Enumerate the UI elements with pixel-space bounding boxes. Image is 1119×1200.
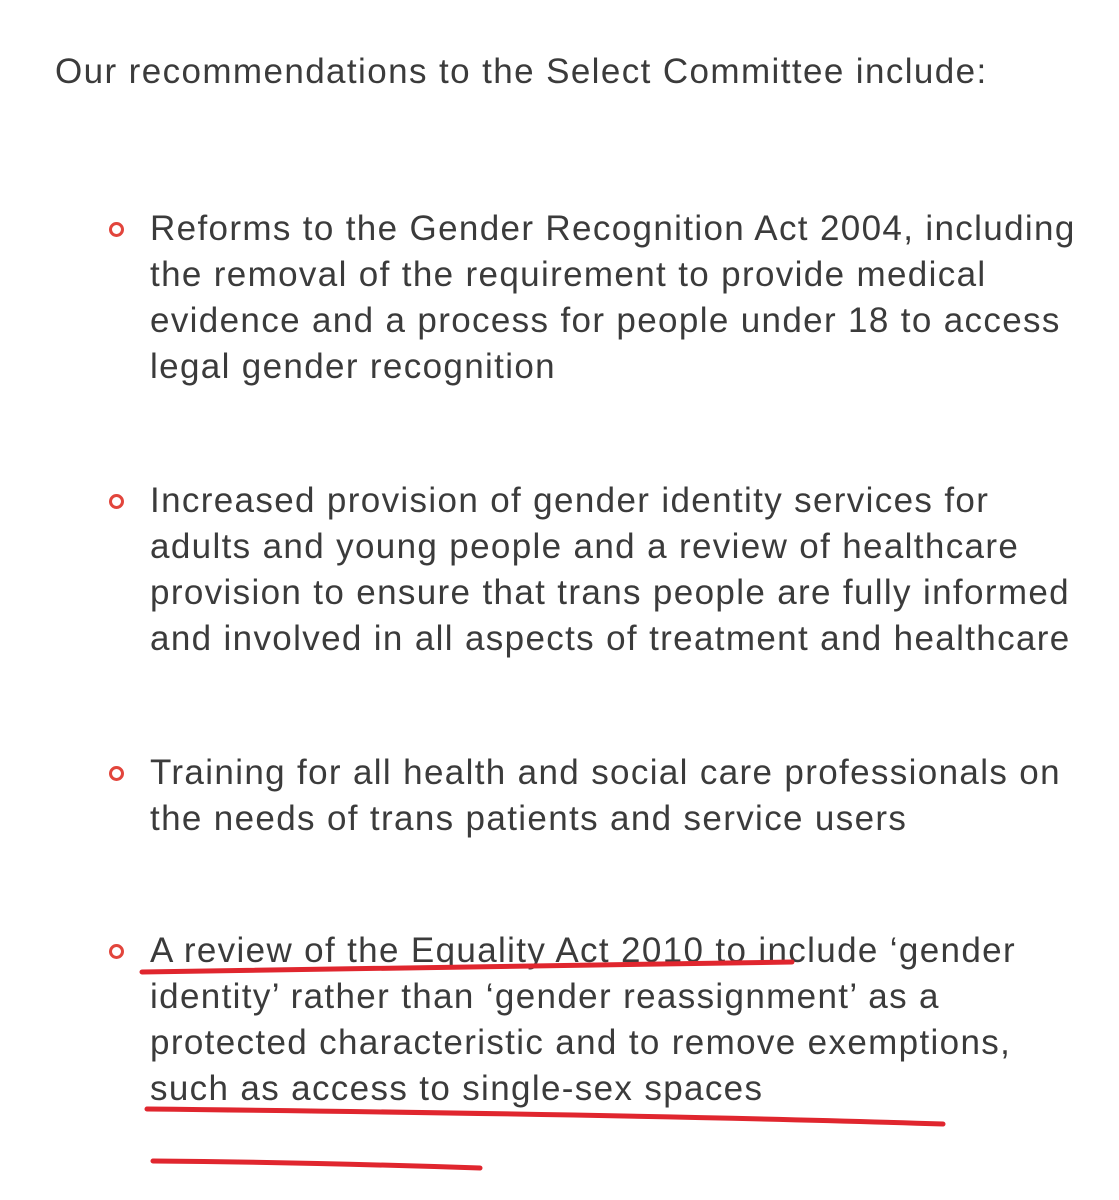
intro-paragraph: Our recommendations to the Select Committee include:: [55, 52, 988, 91]
hollow-circle-bullet-icon: [109, 494, 124, 509]
recommendation-text: Increased provision of gender identity services for adults and young people and a review of healthcare provision to ensure that trans people are fully informed and involved in all aspects of treatment and healthcare: [150, 481, 1071, 658]
list-item: [150, 750, 1100, 842]
recommendation-text: A review of the Equality Act 2010 to include ‘gender identity’ rather than ‘gender reassignment’ as a protected characteristic and to remove exemptions, such as access to single-sex spaces: [150, 931, 1016, 1108]
hollow-circle-bullet-icon: [109, 944, 124, 959]
hollow-circle-bullet-icon: [109, 222, 124, 237]
recommendation-text: Training for all health and social care professionals on the needs of trans patients and service users: [150, 753, 1061, 838]
recommendation-text: Reforms to the Gender Recognition Act 2004, including the removal of the requirement to provide medical evidence and a process for people under 18 to access legal gender recognition: [150, 209, 1076, 386]
list-item: [150, 478, 1100, 662]
list-item: [150, 206, 1100, 390]
hollow-circle-bullet-icon: [109, 766, 124, 781]
underline-single-sex-spaces: [153, 1161, 480, 1168]
list-item: [150, 928, 1100, 1112]
